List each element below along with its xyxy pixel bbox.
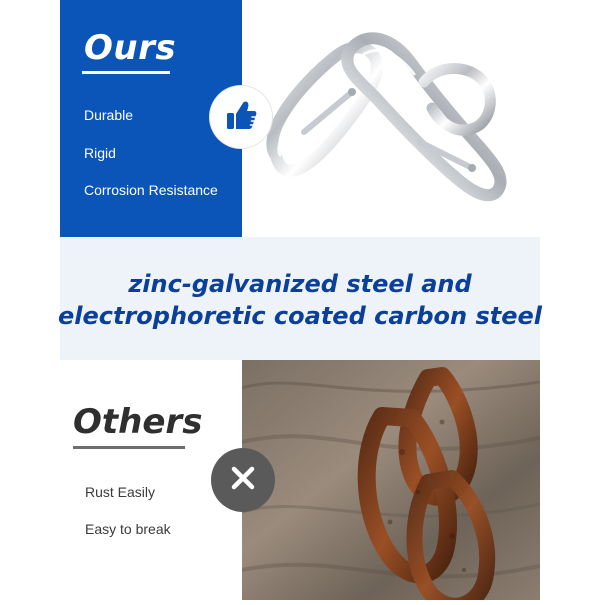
others-title: Others [73,402,203,442]
ours-title: Ours [84,28,177,68]
ours-feature-durable: Durable [84,107,134,123]
ours-title-underline [82,71,170,74]
others-feature-rust-easily: Rust Easily [85,484,156,500]
carabiner-product-image [242,0,540,237]
material-description [0,268,600,332]
ours-feature-corrosion-resistance: Corrosion Resistance [84,182,218,198]
others-title-underline [73,446,185,449]
x-icon [225,460,261,501]
material-line-1: zinc-galvanized steel and [128,270,472,298]
thumbs-up-icon [221,95,261,140]
material-line-2: electrophoretic coated carbon steel [57,302,543,330]
thumbs-up-badge [210,86,272,148]
others-feature-easy-to-break: Easy to break [85,521,171,537]
rusty-chain-image [242,360,540,600]
rusty-chain-illustration [242,360,540,600]
carabiners-illustration [242,0,540,237]
x-badge [211,448,275,512]
ours-feature-rigid: Rigid [84,145,116,161]
